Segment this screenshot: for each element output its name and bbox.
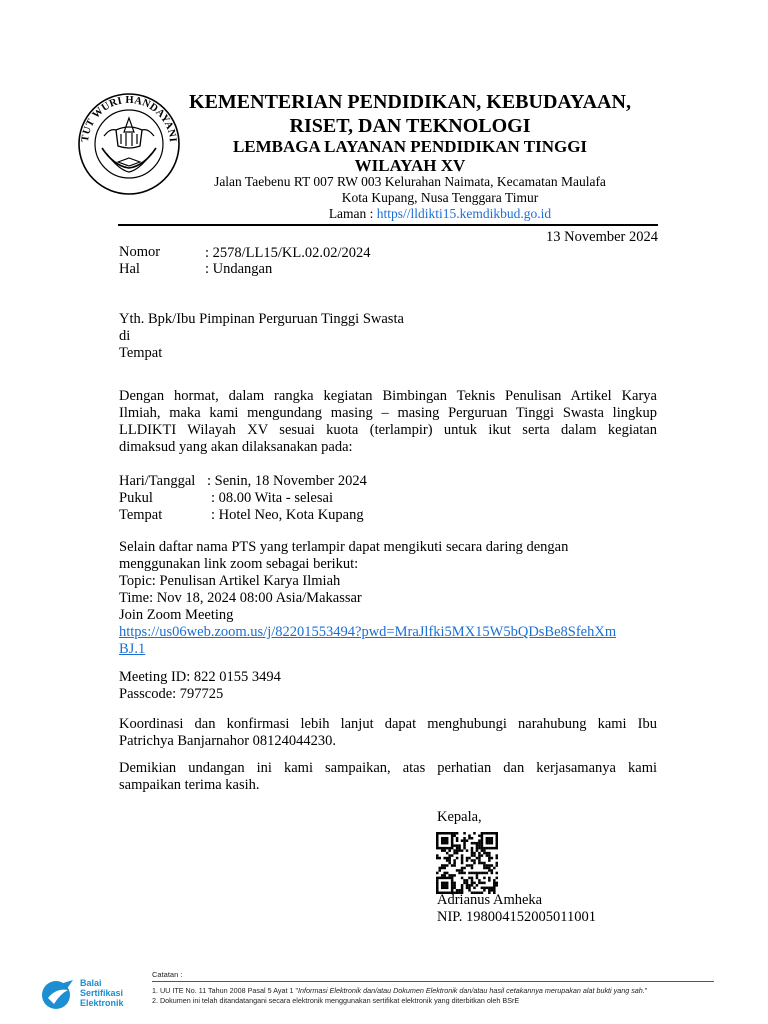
ministry-title-line1: KEMENTERIAN PENDIDIKAN, KEBUDAYAAN, [189, 91, 631, 113]
schedule-value: : Senin, 18 November 2024 [207, 473, 367, 489]
zoom-link[interactable] [119, 624, 616, 658]
nomor-value: : 2578/LL15/KL.02.02/2024 [205, 245, 371, 261]
intro-line: LLDIKTI Wilayah XV sesuai kuota (terlampir) untuk ikut serta dalam kegiatan [119, 422, 657, 438]
online-info-line2: menggunakan link zoom sebagai berikut: [119, 556, 359, 572]
footer-divider [152, 981, 714, 982]
address-line1: Jalan Taebenu RT 007 RW 003 Kelurahan Naimata, Kecamatan Maulafa [214, 174, 606, 189]
schedule-label: Pukul [119, 490, 153, 506]
closing-paragraph [119, 760, 657, 794]
bsre-line2: Sertifikasi [80, 988, 124, 998]
intro-line: Ilmiah, maka kami mengundang masing – masing Perguruan Tinggi Swasta lingkup [119, 405, 657, 421]
note1-prefix: 1. UU ITE No. 11 Tahun 2008 Pasal 5 Ayat 1 " [152, 986, 298, 995]
recipient-line3: Tempat [119, 345, 163, 361]
note1-suffix: " [644, 986, 648, 995]
schedule-value: : Hotel Neo, Kota Kupang [211, 507, 364, 523]
schedule-label: Hari/Tanggal [119, 473, 196, 489]
bsre-line1: Balai [80, 978, 102, 988]
passcode: Passcode: 797725 [119, 686, 224, 702]
website-label: Laman : [328, 206, 377, 221]
intro-line: Dengan hormat, dalam rangka kegiatan Bimbingan Teknis Penulisan Artikel Karya [119, 388, 657, 404]
letterhead-divider [118, 224, 658, 226]
svg-text:TUT WURI HANDAYANI: TUT WURI HANDAYANI [79, 94, 178, 143]
website-line [220, 206, 660, 222]
footer-catatan: Catatan : [152, 970, 183, 979]
schedule-label: Tempat [119, 507, 163, 523]
zoom-topic: Topic: Penulisan Artikel Karya Ilmiah [119, 573, 341, 589]
meeting-id: Meeting ID: 822 0155 3494 [119, 669, 281, 685]
note1-italic: Informasi Elektronik dan/atau Dokumen Elektronik dan/atau hasil cetakannya merupakan alat bukti yang sah. [298, 986, 645, 995]
footer-note2: 2. Dokumen ini telah ditandatangani secara elektronik menggunakan sertifikat elektronik yang diterbitkan oleh BSrE [152, 996, 520, 1005]
bsre-emblem-icon [40, 976, 76, 1012]
letter-date: 13 November 2024 [546, 229, 658, 245]
tut-wuri-handayani-logo [74, 88, 184, 198]
hal-value: : Undangan [205, 261, 273, 277]
zoom-time: Time: Nov 18, 2024 08:00 Asia/Makassar [119, 590, 362, 606]
zoom-link-line1[interactable]: https://us06web.zoom.us/j/82201553494?pwd=MraJlfki5MX15W5bQDsBe8SfehXm [119, 624, 617, 640]
recipient-line2: di [119, 328, 131, 344]
agency-title-line1: LEMBAGA LAYANAN PENDIDIKAN TINGGI [232, 137, 588, 156]
website-link[interactable]: https//lldikti15.kemdikbud.go.id [376, 206, 552, 221]
signature-qr-code [436, 832, 498, 894]
address-line2: Kota Kupang, Nusa Tenggara Timur [341, 190, 539, 205]
ministry-title-line2: RISET, DAN TEKNOLOGI [289, 115, 531, 137]
zoom-join-label: Join Zoom Meeting [119, 607, 234, 623]
hal-label: Hal [119, 261, 140, 277]
closing-line1: Demikian undangan ini kami sampaikan, atas perhatian dan kerjasamanya kami [119, 760, 657, 776]
footer-note1 [152, 986, 647, 996]
contact-paragraph [119, 716, 657, 750]
agency-title-line2: WILAYAH XV [354, 156, 466, 175]
signer-nip: NIP. 198004152005011001 [437, 909, 596, 925]
intro-paragraph [119, 388, 657, 456]
bsre-logo [40, 976, 140, 1012]
signer-title: Kepala, [437, 809, 482, 825]
signer-name: Adrianus Amheka [437, 892, 543, 908]
recipient-line1: Yth. Bpk/Ibu Pimpinan Perguruan Tinggi Swasta [119, 311, 404, 327]
online-info-line1: Selain daftar nama PTS yang terlampir dapat mengikuti secara daring dengan [119, 539, 569, 555]
zoom-link-line2[interactable]: BJ.1 [119, 641, 146, 657]
contact-line1: Koordinasi dan konfirmasi lebih lanjut dapat menghubungi narahubung kami Ibu [119, 716, 657, 732]
bsre-line3: Elektronik [80, 998, 124, 1008]
contact-line2: Patrichya Banjarnahor 08124044230. [119, 733, 337, 749]
schedule-value: : 08.00 Wita - selesai [211, 490, 333, 506]
closing-line2: sampaikan terima kasih. [119, 777, 260, 793]
intro-line: dimaksud yang akan dilaksanakan pada: [119, 439, 353, 455]
nomor-label: Nomor [119, 244, 161, 260]
